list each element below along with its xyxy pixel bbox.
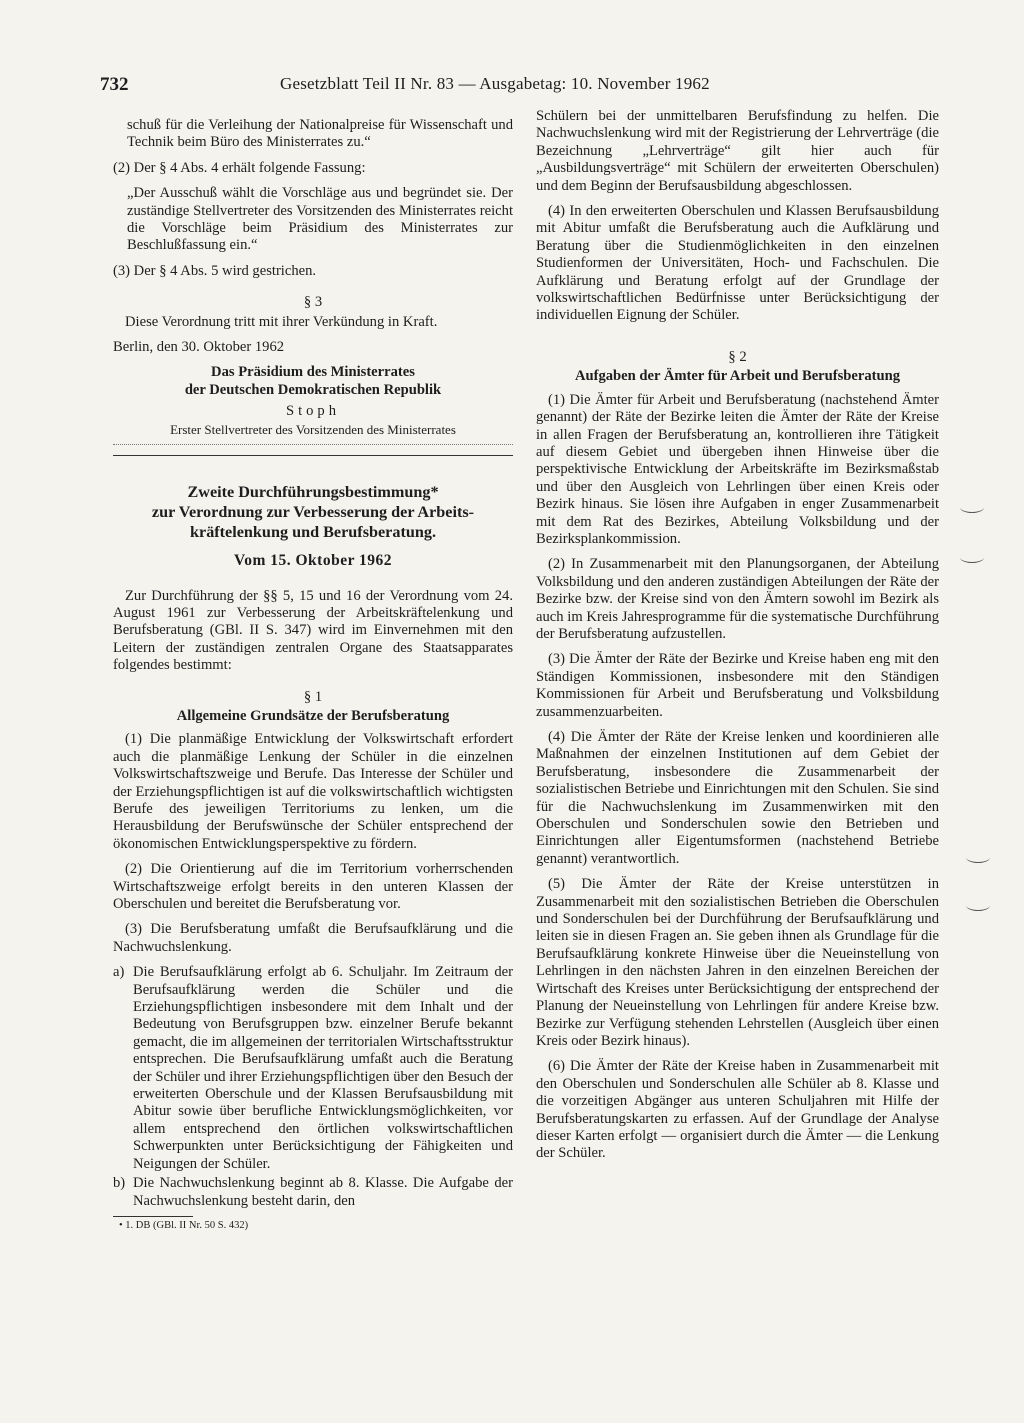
section-1-title: Allgemeine Grundsätze der Berufsberatung [176, 707, 450, 724]
signatory-body-line2: der Deutschen Demokratischen Republik [184, 381, 442, 398]
section-3-marker: § 3 [303, 294, 323, 311]
margin-mark [960, 502, 984, 513]
signatory-body-line1: Das Präsidium des Ministerrates [211, 364, 415, 381]
signer-name: Stoph [285, 403, 341, 420]
heading-line-1: Zweite Durchführungsbestimmung* [187, 483, 439, 502]
signer-title: Erster Stellvertreter des Vorsitzenden des Ministerrates [170, 421, 456, 437]
section-2-paragraph-6: (6) Die Ämter der Räte der Kreise haben in Zusammenarbeit mit den Oberschulen und Sonderschulen alle Schüler ab 8. Klasse und die vorzeitigen Abgänger aus unteren Schuljahren mit Hilfe der Berufsberatungskarten zu erfassen. Auf der Grundlage der Analyse dieser Karten erfolgt — organisiert durch die Ämter — die Lenkung der Schüler. [536, 1058, 939, 1162]
paragraph-3: (3) Der § 4 Abs. 5 wird gestrichen. [113, 262, 317, 279]
section-2-marker: § 2 [728, 348, 747, 365]
section-2-title: Aufgaben der Ämter für Arbeit und Berufsberatung [574, 368, 901, 385]
section-3-text: Diese Verordnung tritt mit ihrer Verkündung in Kraft. [125, 313, 438, 330]
paragraph-2-lead: (2) Der § 4 Abs. 4 erhält folgende Fassung: [113, 159, 366, 176]
section-2-paragraph-4: (4) Die Ämter der Räte der Kreise lenken und koordinieren alle Maßnahmen der einzelnen Institutionen auf dem Gebiet der Berufsberatung, insbesondere die Zusammenarbeit der sozialistischen Betriebe und Einrichtungen mit den Schulen. Sie sind für die Nachwuchslenkung im Zusammenwirken mit den Oberschulen und Sonderschulen sowie den Betrieben und Einrichtungen aller Eigentumsformen (nachstehend Betriebe genannt) verantwortlich. [536, 729, 939, 867]
list-marker-b: b) [113, 1175, 126, 1192]
list-item-a [113, 964, 513, 1173]
footnote: • 1. DB (GBl. II Nr. 50 S. 432) [119, 1219, 249, 1231]
section-1-paragraph-2: (2) Die Orientierung auf die im Territorium vorherrschenden Wirtschaftszweige erfolgt bereits in den unteren Klassen der Oberschulen und bereitet die Berufsberatung vor. [113, 861, 513, 912]
section-1-paragraph-3: (3) Die Berufsberatung umfaßt die Berufsaufklärung und die Nachwuchslenkung. [113, 921, 513, 955]
divider-solid [113, 455, 513, 456]
section-1-marker: § 1 [303, 688, 323, 705]
heading-line-2: zur Verordnung zur Verbesserung der Arbeits- [151, 503, 475, 522]
page-header [100, 74, 760, 98]
list-text-b: Die Nachwuchslenkung beginnt ab 8. Klasse. Die Aufgabe der Nachwuchslenkung besteht darin, den [133, 1175, 513, 1209]
section-2-paragraph-3: (3) Die Ämter der Räte der Bezirke und Kreise haben eng mit den Ständigen Kommissionen, insbesondere mit den Ständigen Kommissionen für Arbeit und Berufsberatung und Volksbildung zusammenzuarbeiten. [536, 651, 939, 720]
heading-line-3: kräftelenkung und Berufsberatung. [190, 523, 436, 542]
header-title: Gesetzblatt Teil II Nr. 83 — Ausgabetag: 10. November 1962 [280, 74, 710, 93]
margin-mark [966, 852, 990, 863]
section-2-paragraph-5: (5) Die Ämter der Räte der Kreise unterstützen in Zusammenarbeit mit den sozialistischen Betrieben die Oberschulen und Sonderschulen bei der Durchführung der Berufsaufklärung und leiten sie in diesen Fragen an. Sie geben ihnen als Grundlage für die Berufsaufklärung konkrete Hinweise über die Neueinstellung von Lehrlingen in den nächsten Jahren in den einzelnen Bereichen der Wirtschaft des Kreises unter Berücksichtigung der entsprechend der Planung der Neueinstellung von Lehrlingen für andere Kreise bzw. Bezirke zur Verfügung stehenden Lehrstellen (Ausgleich über einen Kreis oder Bezirk hinaus). [536, 876, 939, 1049]
list-text-a: Die Berufsaufklärung erfolgt ab 6. Schuljahr. Im Zeitraum der Berufsaufklärung werden die Schüler und die Erziehungspflichtigen insbesondere mit dem Inhalt und der Bedeutung von Berufsgruppen bzw. einzelner Berufe bekannt gemacht, die im allgemeinen der territorialen Wirtschaftsstruktur entsprechen. Die Berufsaufklärung umfaßt auch die Beratung der Schüler und ihrer Erziehungspflichtigen über den Besuch der erweiterten Oberschule und der Klassen Berufsausbildung mit Abitur sowie über berufliche Entwicklungsmöglichkeiten, vor allem entsprechend den örtlichen volkswirtschaftlichen Schwerpunkten unter Berücksichtigung der Fähigkeiten und Neigungen der Schüler. [133, 964, 513, 1172]
section-2-paragraph-1: (1) Die Ämter für Arbeit und Berufsberatung (nachstehend Ämter genannt) der Räte der Bezirke leiten die Ämter der Räte der Kreise in allen Fragen der Berufsberatung an, kontrollieren ihre Tätigkeit auf diesem Gebiet und übergeben ihnen Hinweise über die perspektivische Entwicklung der Arbeitskräfte im Bezirksmaßstab und über den Ausgleich von Lehrlingen über einen Kreis oder Bezirk hinaus. Sie lösen ihre Aufgaben in enger Zusammenarbeit mit dem Rat des Bezirkes, Abteilung Volksbildung und der Bezirksplankommission. [536, 391, 939, 547]
document-heading [113, 482, 513, 542]
section-1-paragraph-1: (1) Die planmäßige Entwicklung der Volkswirtschaft erfordert auch die planmäßige Lenkung der Schüler in die einzelnen Volkswirtschaftszweige und Berufe. Das Interesse der Schüler und der Erziehungspflichtigen ist auf die volkswirtschaftlich wichtigsten Berufe des jeweiligen Territoriums zu lenken, um die Herausbildung der Berufswünsche der Schüler entsprechend der ökonomischen Entwicklungsperspektive zu fördern. [113, 731, 513, 852]
intro-paragraph: Zur Durchführung der §§ 5, 15 und 16 der Verordnung vom 24. August 1961 zur Verbesserung der Arbeitskräftelenkung und Berufsberatung (GBl. II S. 347) wird im Einvernehmen mit den Leitern der zuständigen zentralen Organe des Staatsapparates folgendes bestimmt: [113, 587, 513, 674]
paragraph-2-quote: „Der Ausschuß wählt die Vorschläge aus und begründet sie. Der zuständige Stellvertreter des Vorsitzenden des Ministerrates reicht die Vorschläge beim Präsidium des Ministerrates zur Beschlußfassung ein.“ [127, 185, 513, 254]
margin-mark [960, 552, 984, 563]
section-2-paragraph-2: (2) In Zusammenarbeit mit den Planungsorganen, der Abteilung Volksbildung und den anderen zuständigen Abteilungen der Räte der Bezirke bzw. der Kreise sind von den Ämtern sowohl im Bezirk als auch im Kreis Jahresprogramme für die systematische Durchführung der Berufsberatung aufzustellen. [536, 556, 939, 642]
right-column [536, 108, 939, 1171]
paragraph-continuation: schuß für die Verleihung der Nationalpreise für Wissenschaft und Technik beim Büro des Ministerrates zu.“ [127, 117, 513, 151]
left-column [113, 117, 513, 1232]
paragraph-continuation-right: Schülern bei der unmittelbaren Berufsfindung zu helfen. Die Nachwuchslenkung wird mit der Registrierung der Lehrverträge (die Bezeichnung „Lehrverträge“ gilt hier auch für „Ausbildungsverträge“ mit Schülern der erweiterten Oberschulen) und dem Beginn der Berufsausbildung abgeschlossen. [536, 108, 939, 194]
place-date: Berlin, den 30. Oktober 1962 [113, 339, 285, 356]
heading-date: Vom 15. Oktober 1962 [233, 552, 393, 570]
list-item-b [113, 1175, 513, 1210]
page-number: 732 [100, 74, 129, 95]
margin-mark [966, 900, 990, 911]
section-1-paragraph-4: (4) In den erweiterten Oberschulen und Klassen Berufsausbildung mit Abitur umfaßt die Berufsberatung auch die Aufklärung und Beratung über die Studienmöglichkeiten in den einzelnen Studienformen der Universitäten, Hoch- und Fachschulen. Die Aufklärung und Beratung erfolgt auf der Grundlage der volkswirtschaftlichen Bedürfnisse unter Berücksichtigung der individuellen Eignung der Schüler. [536, 203, 939, 324]
footnote-rule [113, 1216, 193, 1217]
divider-dotted [113, 444, 513, 445]
list-marker-a: a) [113, 964, 125, 981]
